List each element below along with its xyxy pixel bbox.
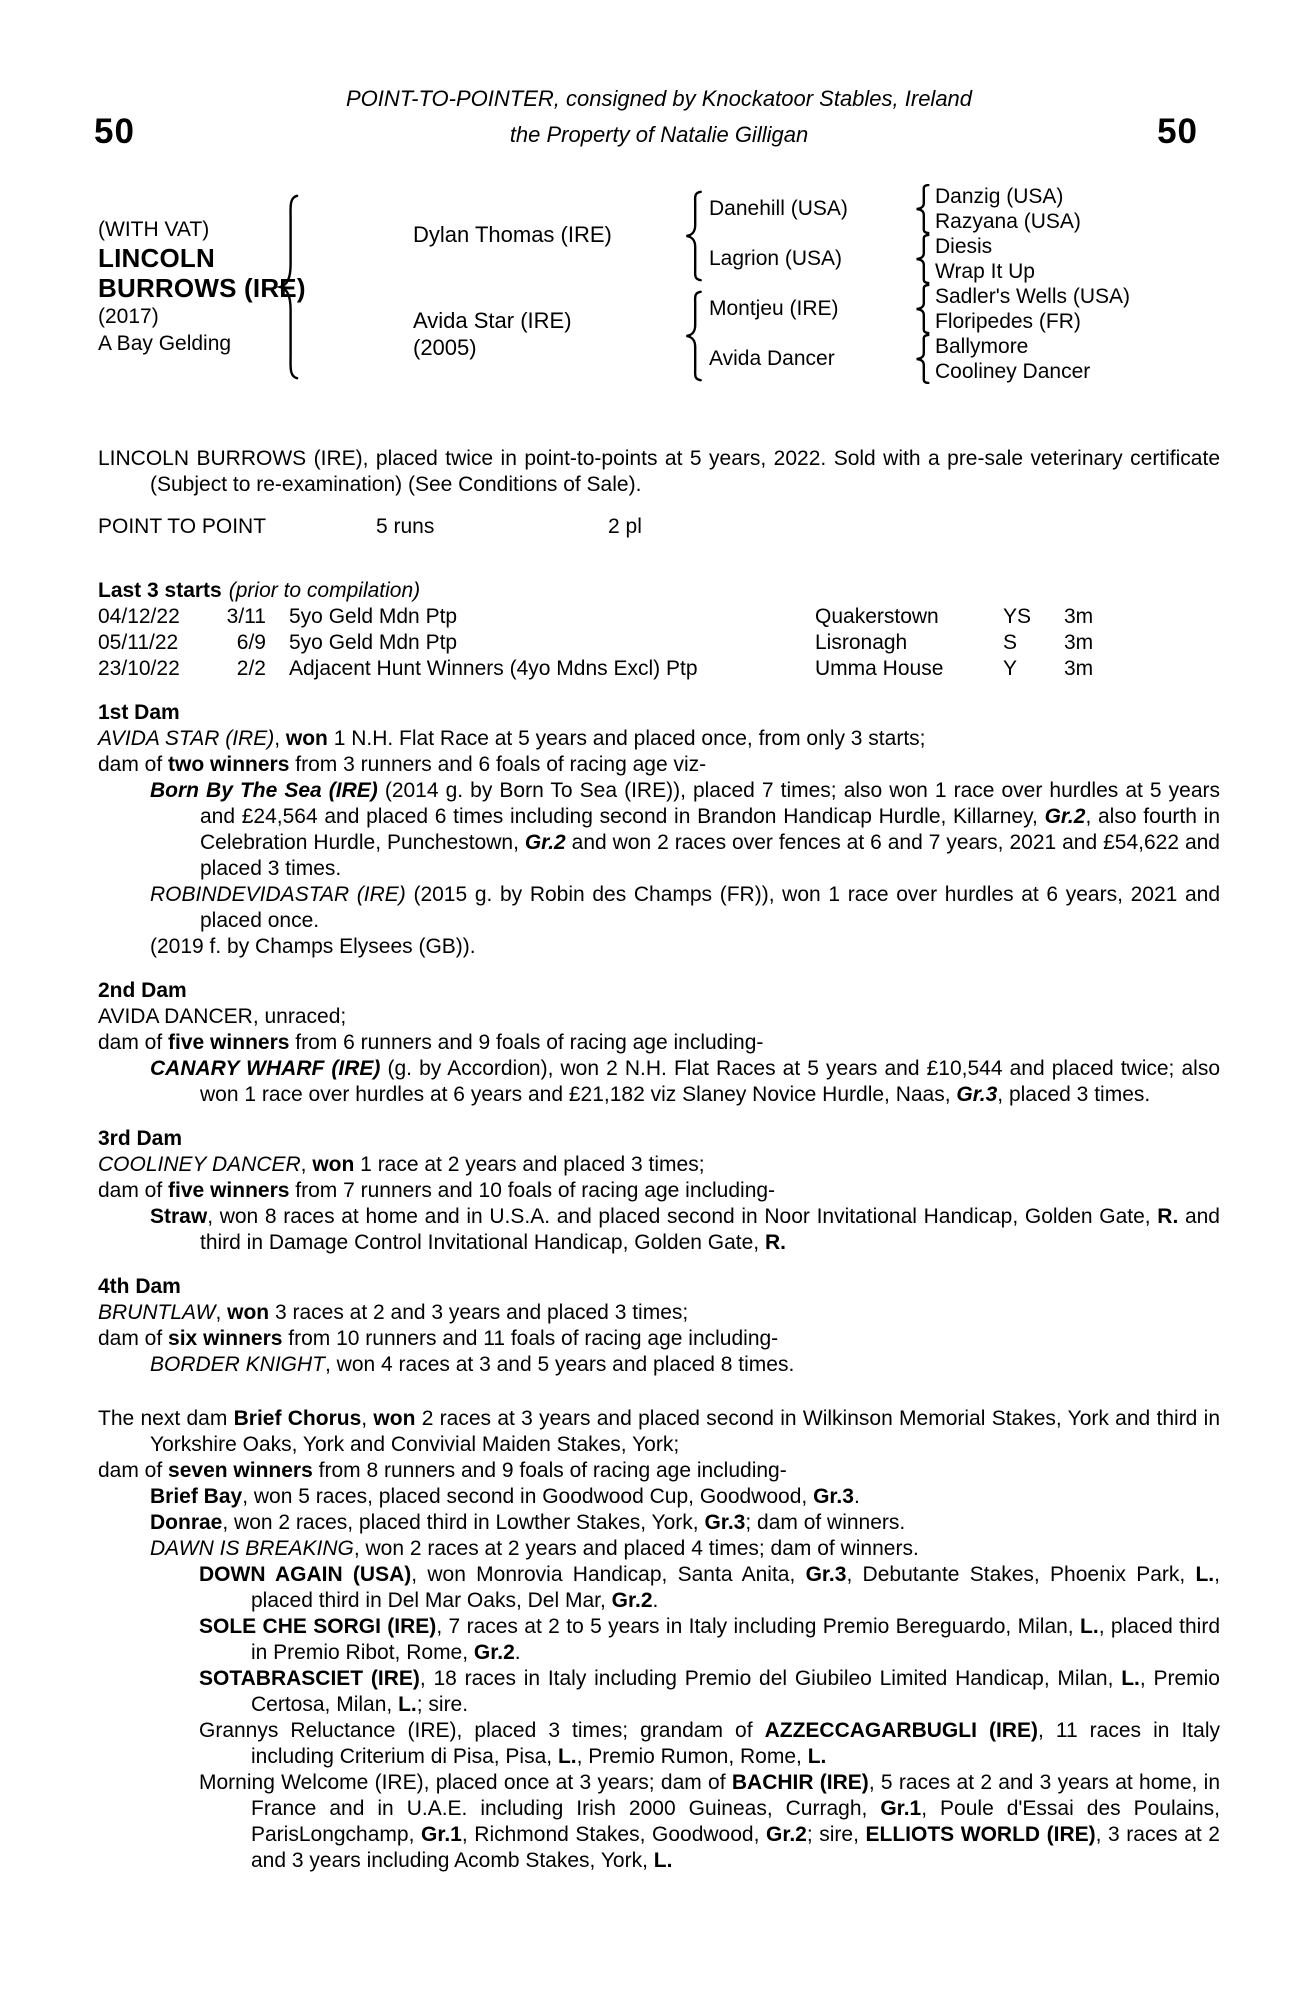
start-date: 04/12/22 (98, 605, 180, 628)
dam-summary: BRUNTLAW, won 3 races at 2 and 3 years and placed 3 times; (98, 1301, 689, 1324)
progeny-entry: ROBINDEVIDASTAR (IRE) (2015 g. by Robin des Champs (FR)), won 1 race over hurdles at 6 years, 2021 and placed once. (150, 883, 1221, 932)
dam-produce-intro: dam of two winners from 3 runners and 6 foals of racing age viz- (98, 753, 707, 776)
dam-produce-intro: dam of five winners from 7 runners and 10 foals of racing age including- (98, 1179, 776, 1202)
progeny-entry: (2019 f. by Champs Elysees (GB)). (150, 935, 476, 958)
granddam-maternal: Avida Dancer (709, 347, 835, 370)
progeny-entry: SOLE CHE SORGI (IRE), 7 races at 2 to 5 years in Italy including Premio Bereguardo, Milan, L., placed third in Premio Ribot, Rome, Gr.2. (199, 1615, 1221, 1664)
start-date: 05/11/22 (98, 631, 179, 654)
pedigree-brace-gen1 (275, 192, 301, 382)
dam-summary: The next dam Brief Chorus, won 2 races at 3 years and placed second in Wilkinson Memorial Stakes, York and third in Yorkshire Oaks, York and Convivial Maiden Stakes, York; (98, 1407, 1221, 1456)
record-label: POINT TO POINT (98, 515, 267, 538)
last-starts-note: (prior to compilation) (228, 579, 421, 602)
section-1st-dam (98, 700, 1220, 960)
great-grandparent-6: Floripedes (FR) (935, 309, 1081, 333)
pedigree-brace-dam (682, 290, 704, 382)
granddam-paternal: Lagrion (USA) (709, 247, 843, 270)
start-race: Adjacent Hunt Winners (4yo Mdns Excl) Ptp (289, 657, 698, 680)
dam-summary: COOLINEY DANCER, won 1 race at 2 years and placed 3 times; (98, 1153, 705, 1176)
pedigree-brace-gen3-4 (913, 334, 931, 384)
horse-colour-sex: A Bay Gelding (98, 332, 232, 355)
start-going: Y (1003, 657, 1018, 680)
progeny-entry: DOWN AGAIN (USA), won Monrovia Handicap, Santa Anita, Gr.3, Debutante Stakes, Phoenix Park, L., placed third in Del Mar Oaks, Del Mar, Gr.2. (199, 1563, 1220, 1612)
start-venue: Lisronagh (815, 631, 908, 654)
start-row (98, 656, 1220, 682)
last-starts (98, 578, 1220, 682)
great-grandparent-3: Diesis (935, 234, 993, 258)
progeny-entry: Morning Welcome (IRE), placed once at 3 years; dam of BACHIR (IRE), 5 races at 2 and 3 years at home, in France and in U.A.E. including Irish 2000 Guineas, Curragh, Gr.1, Poule d'Essai des Poulains, ParisLongchamp, Gr.1, Richmond Stakes, Goodwood, Gr.2; sire, ELLIOTS WORLD (IRE), 3 races at 2 and 3 years including Acomb Stakes, York, L. (199, 1771, 1221, 1872)
start-venue: Quakerstown (815, 605, 939, 628)
progeny-entry: DAWN IS BREAKING, won 2 races at 2 years and placed 4 times; dam of winners. (150, 1537, 919, 1560)
lot-number-left: 50 (94, 112, 135, 151)
great-grandparent-8: Cooliney Dancer (935, 359, 1091, 383)
dam-summary: AVIDA DANCER, unraced; (98, 1005, 347, 1028)
great-grandparent-2: Razyana (USA) (935, 209, 1081, 233)
start-row (98, 604, 1220, 630)
start-position: 2/2 (236, 657, 266, 680)
great-grandparent-5: Sadler's Wells (USA) (935, 284, 1130, 308)
sale-summary: LINCOLN BURROWS (IRE), placed twice in point-to-points at 5 years, 2022. Sold with a pre-sale veterinary certificate (Subject to re-examination) (See Conditions of Sale). (98, 447, 1220, 496)
pedigree-sire (413, 184, 663, 284)
great-grandparent-1: Danzig (USA) (935, 184, 1064, 208)
section-heading: 4th Dam (98, 1275, 181, 1298)
start-row (98, 630, 1220, 656)
progeny-entry: Brief Bay, won 5 races, placed second in Goodwood Cup, Goodwood, Gr.3. (150, 1485, 860, 1508)
dam-produce-intro: dam of five winners from 6 runners and 9 foals of racing age including- (98, 1031, 764, 1054)
title-row (94, 112, 1220, 158)
pedigree-tree (98, 184, 1220, 390)
pedigree-dam (413, 284, 663, 384)
sire-name: Dylan Thomas (IRE) (413, 221, 612, 247)
lot-number-right: 50 (1157, 112, 1198, 151)
page-header (94, 0, 1220, 158)
section-heading: 3rd Dam (98, 1127, 183, 1150)
consignor-line: POINT-TO-POINTER, consigned by Knockatoor Stables, Ireland (345, 86, 973, 111)
progeny-entry: Donrae, won 2 races, placed third in Lowther Stakes, York, Gr.3; dam of winners. (150, 1511, 906, 1534)
record-placings: 2 pl (608, 515, 642, 538)
start-distance: 3m (1064, 657, 1094, 680)
dam-year: (2005) (413, 335, 477, 360)
grandsire-maternal: Montjeu (IRE) (709, 297, 839, 320)
progeny-entry: Born By The Sea (IRE) (2014 g. by Born To Sea (IRE)), placed 7 times; also won 1 race over hurdles at 5 years and £24,564 and placed 6 times including second in Brandon Handicap Hurdle, Killarney, Gr.2, also fourth in Celebration Hurdle, Punchestown, Gr.2 and won 2 races over fences at 6 and 7 years, 2021 and £54,622 and placed 3 times. (150, 779, 1220, 880)
start-going: YS (1003, 605, 1032, 628)
start-position: 3/11 (226, 605, 266, 628)
dam-produce-intro: dam of six winners from 10 runners and 11 foals of racing age including- (98, 1327, 779, 1350)
section-next-dam (98, 1406, 1220, 1874)
progeny-entry: CANARY WHARF (IRE) (g. by Accordion), won 2 N.H. Flat Races at 5 years and £10,544 and placed twice; also won 1 race over hurdles at 6 years and £21,182 viz Slaney Novice Hurdle, Naas, Gr.3, placed 3 times. (150, 1057, 1220, 1106)
horse-details (98, 216, 368, 357)
start-distance: 3m (1064, 605, 1094, 628)
pedigree-brace-gen3-1 (913, 184, 931, 234)
dam-name: Avida Star (IRE) (413, 308, 572, 333)
start-race: 5yo Geld Mdn Ptp (289, 631, 458, 654)
progeny-entry: SOTABRASCIET (IRE), 18 races in Italy including Premio del Giubileo Limited Handicap, Milan, L., Premio Certosa, Milan, L.; sire. (199, 1667, 1220, 1716)
progeny-entry: Grannys Reluctance (IRE), placed 3 times; grandam of AZZECCAGARBUGLI (IRE), 11 races in Italy including Criterium di Pisa, Pisa, L., Premio Rumon, Rome, L. (199, 1719, 1220, 1768)
progeny-entry: Straw, won 8 races at home and in U.S.A. and placed second in Noor Invitational Handicap, Golden Gate, R. and third in Damage Control Invitational Handicap, Golden Gate, R. (150, 1205, 1220, 1254)
pedigree-brace-gen3-2 (913, 234, 931, 284)
start-distance: 3m (1064, 631, 1094, 654)
section-3rd-dam (98, 1126, 1220, 1256)
horse-name-line1: LINCOLN (98, 243, 215, 273)
section-heading: 2nd Dam (98, 979, 187, 1002)
great-grandparent-4: Wrap It Up (935, 259, 1035, 283)
start-race: 5yo Geld Mdn Ptp (289, 605, 458, 628)
horse-name-line2: BURROWS (IRE) (98, 273, 306, 303)
start-position: 6/9 (236, 631, 266, 654)
great-grandparent-7: Ballymore (935, 334, 1029, 358)
pedigree-brace-gen3-3 (913, 284, 931, 334)
pedigree-brace-sire (682, 190, 704, 282)
race-record (98, 514, 1220, 540)
start-venue: Umma House (815, 657, 944, 680)
start-going: S (1003, 631, 1018, 654)
start-date: 23/10/22 (98, 657, 180, 680)
record-runs: 5 runs (376, 515, 435, 538)
dam-produce-intro: dam of seven winners from 8 runners and 9 foals of racing age including- (98, 1459, 787, 1482)
dam-summary: AVIDA STAR (IRE), won 1 N.H. Flat Race at 5 years and placed once, from only 3 starts; (98, 727, 926, 750)
section-heading: 1st Dam (98, 701, 180, 724)
last-starts-title: Last 3 starts (98, 579, 222, 602)
vat-note: (WITH VAT) (98, 218, 210, 241)
section-4th-dam (98, 1274, 1220, 1378)
last-starts-header (98, 578, 1220, 604)
horse-year: (2017) (98, 305, 159, 328)
property-line: the Property of Natalie Gilligan (509, 122, 809, 147)
section-2nd-dam (98, 978, 1220, 1108)
progeny-entry: BORDER KNIGHT, won 4 races at 3 and 5 years and placed 8 times. (150, 1353, 795, 1376)
grandsire-paternal: Danehill (USA) (709, 197, 848, 220)
